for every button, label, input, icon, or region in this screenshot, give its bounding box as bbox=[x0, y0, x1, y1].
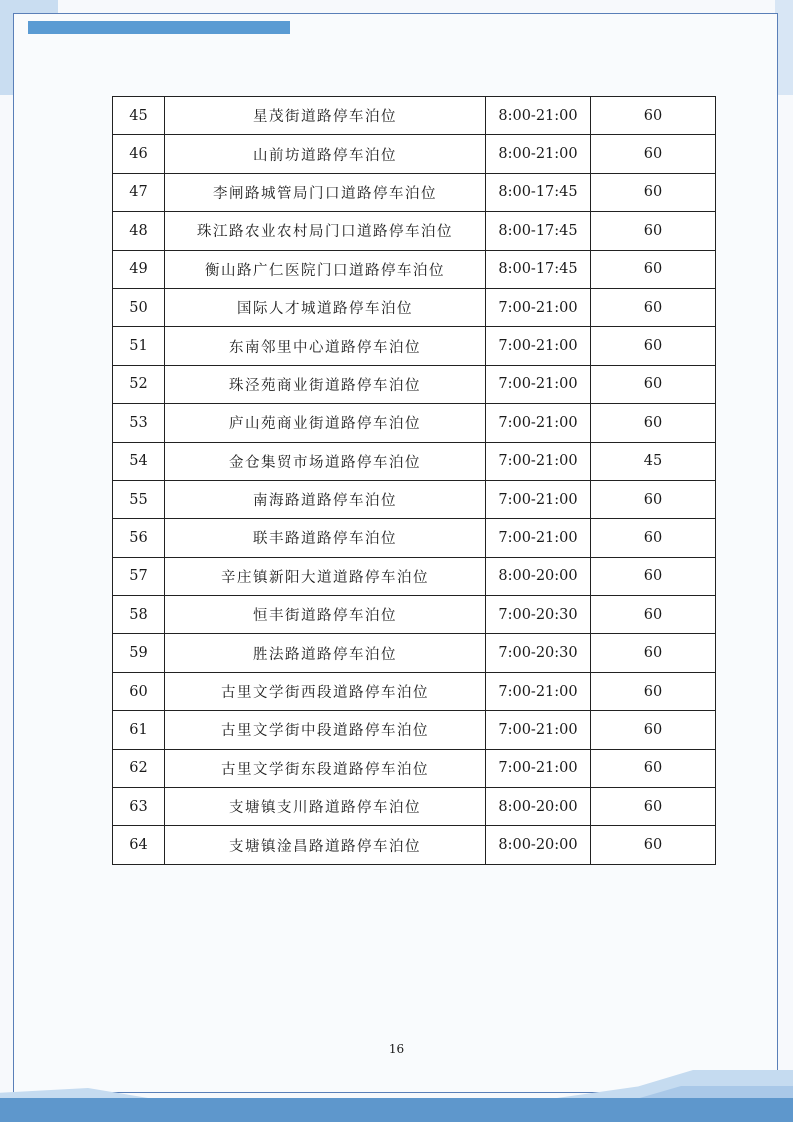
location-name-cell: 庐山苑商业街道路停车泊位 bbox=[165, 404, 486, 442]
row-number-cell: 56 bbox=[113, 519, 165, 557]
price-cell: 60 bbox=[591, 404, 716, 442]
price-cell: 60 bbox=[591, 173, 716, 211]
table-row bbox=[113, 826, 716, 864]
row-number-cell: 54 bbox=[113, 442, 165, 480]
price-cell: 60 bbox=[591, 788, 716, 826]
hours-cell: 7:00-21:00 bbox=[486, 749, 591, 787]
price-cell: 60 bbox=[591, 826, 716, 864]
hours-cell: 7:00-21:00 bbox=[486, 711, 591, 749]
location-name-cell: 恒丰街道路停车泊位 bbox=[165, 596, 486, 634]
location-name-cell: 联丰路道路停车泊位 bbox=[165, 519, 486, 557]
hours-cell: 8:00-17:45 bbox=[486, 250, 591, 288]
row-number-cell: 51 bbox=[113, 327, 165, 365]
table-row bbox=[113, 442, 716, 480]
location-name-cell: 星茂街道路停车泊位 bbox=[165, 97, 486, 135]
price-cell: 60 bbox=[591, 212, 716, 250]
location-name-cell: 山前坊道路停车泊位 bbox=[165, 135, 486, 173]
table-row bbox=[113, 97, 716, 135]
location-name-cell: 珠泾苑商业街道路停车泊位 bbox=[165, 365, 486, 403]
location-name-cell: 国际人才城道路停车泊位 bbox=[165, 288, 486, 326]
table-row bbox=[113, 365, 716, 403]
table-row bbox=[113, 480, 716, 518]
price-cell: 60 bbox=[591, 672, 716, 710]
parking-table bbox=[112, 96, 716, 865]
price-cell: 60 bbox=[591, 97, 716, 135]
price-cell: 60 bbox=[591, 711, 716, 749]
table-row bbox=[113, 327, 716, 365]
row-number-cell: 60 bbox=[113, 672, 165, 710]
table-row bbox=[113, 173, 716, 211]
row-number-cell: 53 bbox=[113, 404, 165, 442]
row-number-cell: 48 bbox=[113, 212, 165, 250]
row-number-cell: 45 bbox=[113, 97, 165, 135]
hours-cell: 8:00-20:00 bbox=[486, 826, 591, 864]
price-cell: 60 bbox=[591, 327, 716, 365]
table-row bbox=[113, 404, 716, 442]
hours-cell: 7:00-21:00 bbox=[486, 672, 591, 710]
price-cell: 45 bbox=[591, 442, 716, 480]
location-name-cell: 古里文学街中段道路停车泊位 bbox=[165, 711, 486, 749]
location-name-cell: 支塘镇支川路道路停车泊位 bbox=[165, 788, 486, 826]
table-row bbox=[113, 250, 716, 288]
hours-cell: 8:00-17:45 bbox=[486, 212, 591, 250]
row-number-cell: 61 bbox=[113, 711, 165, 749]
table-row bbox=[113, 135, 716, 173]
price-cell: 60 bbox=[591, 288, 716, 326]
row-number-cell: 58 bbox=[113, 596, 165, 634]
table-row bbox=[113, 788, 716, 826]
footer-band bbox=[0, 1098, 793, 1122]
table-row bbox=[113, 212, 716, 250]
table-row bbox=[113, 634, 716, 672]
hours-cell: 8:00-21:00 bbox=[486, 97, 591, 135]
location-name-cell: 南海路道路停车泊位 bbox=[165, 480, 486, 518]
location-name-cell: 衡山路广仁医院门口道路停车泊位 bbox=[165, 250, 486, 288]
hours-cell: 7:00-21:00 bbox=[486, 519, 591, 557]
row-number-cell: 50 bbox=[113, 288, 165, 326]
hours-cell: 8:00-20:00 bbox=[486, 788, 591, 826]
location-name-cell: 辛庄镇新阳大道道路停车泊位 bbox=[165, 557, 486, 595]
location-name-cell: 珠江路农业农村局门口道路停车泊位 bbox=[165, 212, 486, 250]
row-number-cell: 63 bbox=[113, 788, 165, 826]
location-name-cell: 东南邻里中心道路停车泊位 bbox=[165, 327, 486, 365]
price-cell: 60 bbox=[591, 519, 716, 557]
table-row bbox=[113, 749, 716, 787]
table-row bbox=[113, 557, 716, 595]
location-name-cell: 李闸路城管局门口道路停车泊位 bbox=[165, 173, 486, 211]
hours-cell: 7:00-20:30 bbox=[486, 596, 591, 634]
hours-cell: 8:00-21:00 bbox=[486, 135, 591, 173]
price-cell: 60 bbox=[591, 250, 716, 288]
hours-cell: 7:00-21:00 bbox=[486, 480, 591, 518]
hours-cell: 7:00-21:00 bbox=[486, 288, 591, 326]
location-name-cell: 支塘镇淦昌路道路停车泊位 bbox=[165, 826, 486, 864]
price-cell: 60 bbox=[591, 365, 716, 403]
table-row bbox=[113, 672, 716, 710]
header-accent-bar bbox=[28, 21, 290, 34]
price-cell: 60 bbox=[591, 634, 716, 672]
price-cell: 60 bbox=[591, 557, 716, 595]
table-row bbox=[113, 711, 716, 749]
row-number-cell: 64 bbox=[113, 826, 165, 864]
price-cell: 60 bbox=[591, 480, 716, 518]
location-name-cell: 古里文学街东段道路停车泊位 bbox=[165, 749, 486, 787]
row-number-cell: 59 bbox=[113, 634, 165, 672]
row-number-cell: 47 bbox=[113, 173, 165, 211]
table-row bbox=[113, 596, 716, 634]
row-number-cell: 55 bbox=[113, 480, 165, 518]
price-cell: 60 bbox=[591, 596, 716, 634]
price-cell: 60 bbox=[591, 749, 716, 787]
table-row bbox=[113, 519, 716, 557]
row-number-cell: 49 bbox=[113, 250, 165, 288]
hours-cell: 7:00-21:00 bbox=[486, 404, 591, 442]
row-number-cell: 52 bbox=[113, 365, 165, 403]
hours-cell: 7:00-21:00 bbox=[486, 365, 591, 403]
page-number: 16 bbox=[388, 1042, 405, 1056]
hours-cell: 7:00-20:30 bbox=[486, 634, 591, 672]
hours-cell: 8:00-17:45 bbox=[486, 173, 591, 211]
location-name-cell: 金仓集贸市场道路停车泊位 bbox=[165, 442, 486, 480]
row-number-cell: 62 bbox=[113, 749, 165, 787]
parking-table-body bbox=[113, 97, 716, 865]
hours-cell: 7:00-21:00 bbox=[486, 442, 591, 480]
row-number-cell: 46 bbox=[113, 135, 165, 173]
table-row bbox=[113, 288, 716, 326]
price-cell: 60 bbox=[591, 135, 716, 173]
row-number-cell: 57 bbox=[113, 557, 165, 595]
hours-cell: 7:00-21:00 bbox=[486, 327, 591, 365]
location-name-cell: 古里文学街西段道路停车泊位 bbox=[165, 672, 486, 710]
location-name-cell: 胜法路道路停车泊位 bbox=[165, 634, 486, 672]
hours-cell: 8:00-20:00 bbox=[486, 557, 591, 595]
